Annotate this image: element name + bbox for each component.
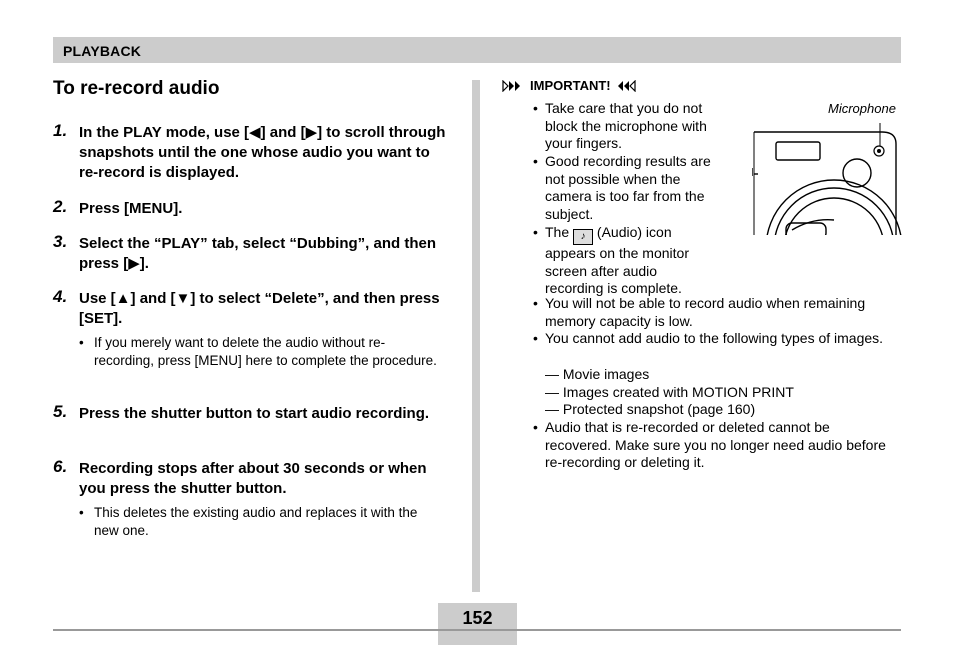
column-divider bbox=[472, 80, 480, 592]
step-number: 4. bbox=[53, 287, 68, 306]
important-item: • The ♪ (Audio) icon appears on the monitor screen after audio recording is complete. bbox=[533, 224, 689, 297]
camera-illustration bbox=[752, 118, 902, 238]
step-number: 6. bbox=[53, 457, 68, 476]
step-4 bbox=[53, 289, 453, 329]
step-4-note bbox=[79, 334, 439, 370]
important-item: • You will not be able to record audio when remaining memory capacity is low. bbox=[533, 295, 866, 329]
footer-rule bbox=[53, 629, 901, 631]
step-6 bbox=[53, 459, 453, 499]
important-subitem: — Protected snapshot (page 160) bbox=[545, 401, 756, 417]
step-text: Press [MENU]. bbox=[79, 200, 183, 217]
important-right-icon bbox=[617, 80, 639, 92]
step-number: 3. bbox=[53, 232, 68, 251]
step-text: Use [▲] and [▼] to select “Delete”, and then press [SET]. bbox=[79, 290, 440, 327]
step-5 bbox=[53, 404, 453, 424]
step-3 bbox=[53, 234, 453, 274]
step-1 bbox=[53, 123, 453, 183]
step-number: 2. bbox=[53, 197, 68, 216]
page-number-box bbox=[438, 603, 517, 645]
bullet: • bbox=[79, 335, 84, 350]
step-text: Recording stops after about 30 seconds or when you press the shutter button. bbox=[79, 460, 427, 497]
microphone-label: Microphone bbox=[828, 101, 896, 116]
step-text: In the PLAY mode, use [◀] and [▶] to scroll through snapshots until the one whose audio you want to re-record is displayed. bbox=[79, 124, 446, 181]
step-number: 5. bbox=[53, 402, 68, 421]
step-2 bbox=[53, 199, 453, 219]
important-subitem: — Images created with MOTION PRINT bbox=[545, 384, 794, 400]
page-title: To re-record audio bbox=[53, 78, 220, 99]
section-header-title: PLAYBACK bbox=[63, 43, 142, 59]
important-item: • Good recording results are not possible when the camera is too far from the subject. bbox=[533, 153, 711, 222]
step-text: Select the “PLAY” tab, select “Dubbing”, and then press [▶]. bbox=[79, 235, 437, 272]
note-text: This deletes the existing audio and replaces it with the new one. bbox=[94, 505, 418, 538]
important-heading bbox=[502, 78, 639, 93]
step-6-note bbox=[79, 504, 439, 540]
note-text: If you merely want to delete the audio without re-recording, press [MENU] here to complete the procedure. bbox=[94, 335, 437, 368]
section-header-bar bbox=[53, 37, 901, 63]
important-subitem: — Movie images bbox=[545, 366, 650, 382]
page-number: 152 bbox=[462, 608, 493, 628]
bullet: • bbox=[79, 505, 84, 520]
important-item: • Audio that is re-recorded or deleted cannot be recovered. Make sure you no longer need audio before re-recording or deleting it. bbox=[533, 419, 886, 471]
important-left-icon bbox=[502, 80, 524, 92]
audio-icon: ♪ bbox=[573, 229, 593, 245]
step-text: Press the shutter button to start audio recording. bbox=[79, 405, 430, 422]
important-item: • Take care that you do not block the microphone with your fingers. bbox=[533, 100, 707, 152]
important-label: IMPORTANT! bbox=[530, 78, 611, 93]
important-item: • You cannot add audio to the following types of images. bbox=[533, 330, 884, 346]
step-number: 1. bbox=[53, 121, 68, 140]
